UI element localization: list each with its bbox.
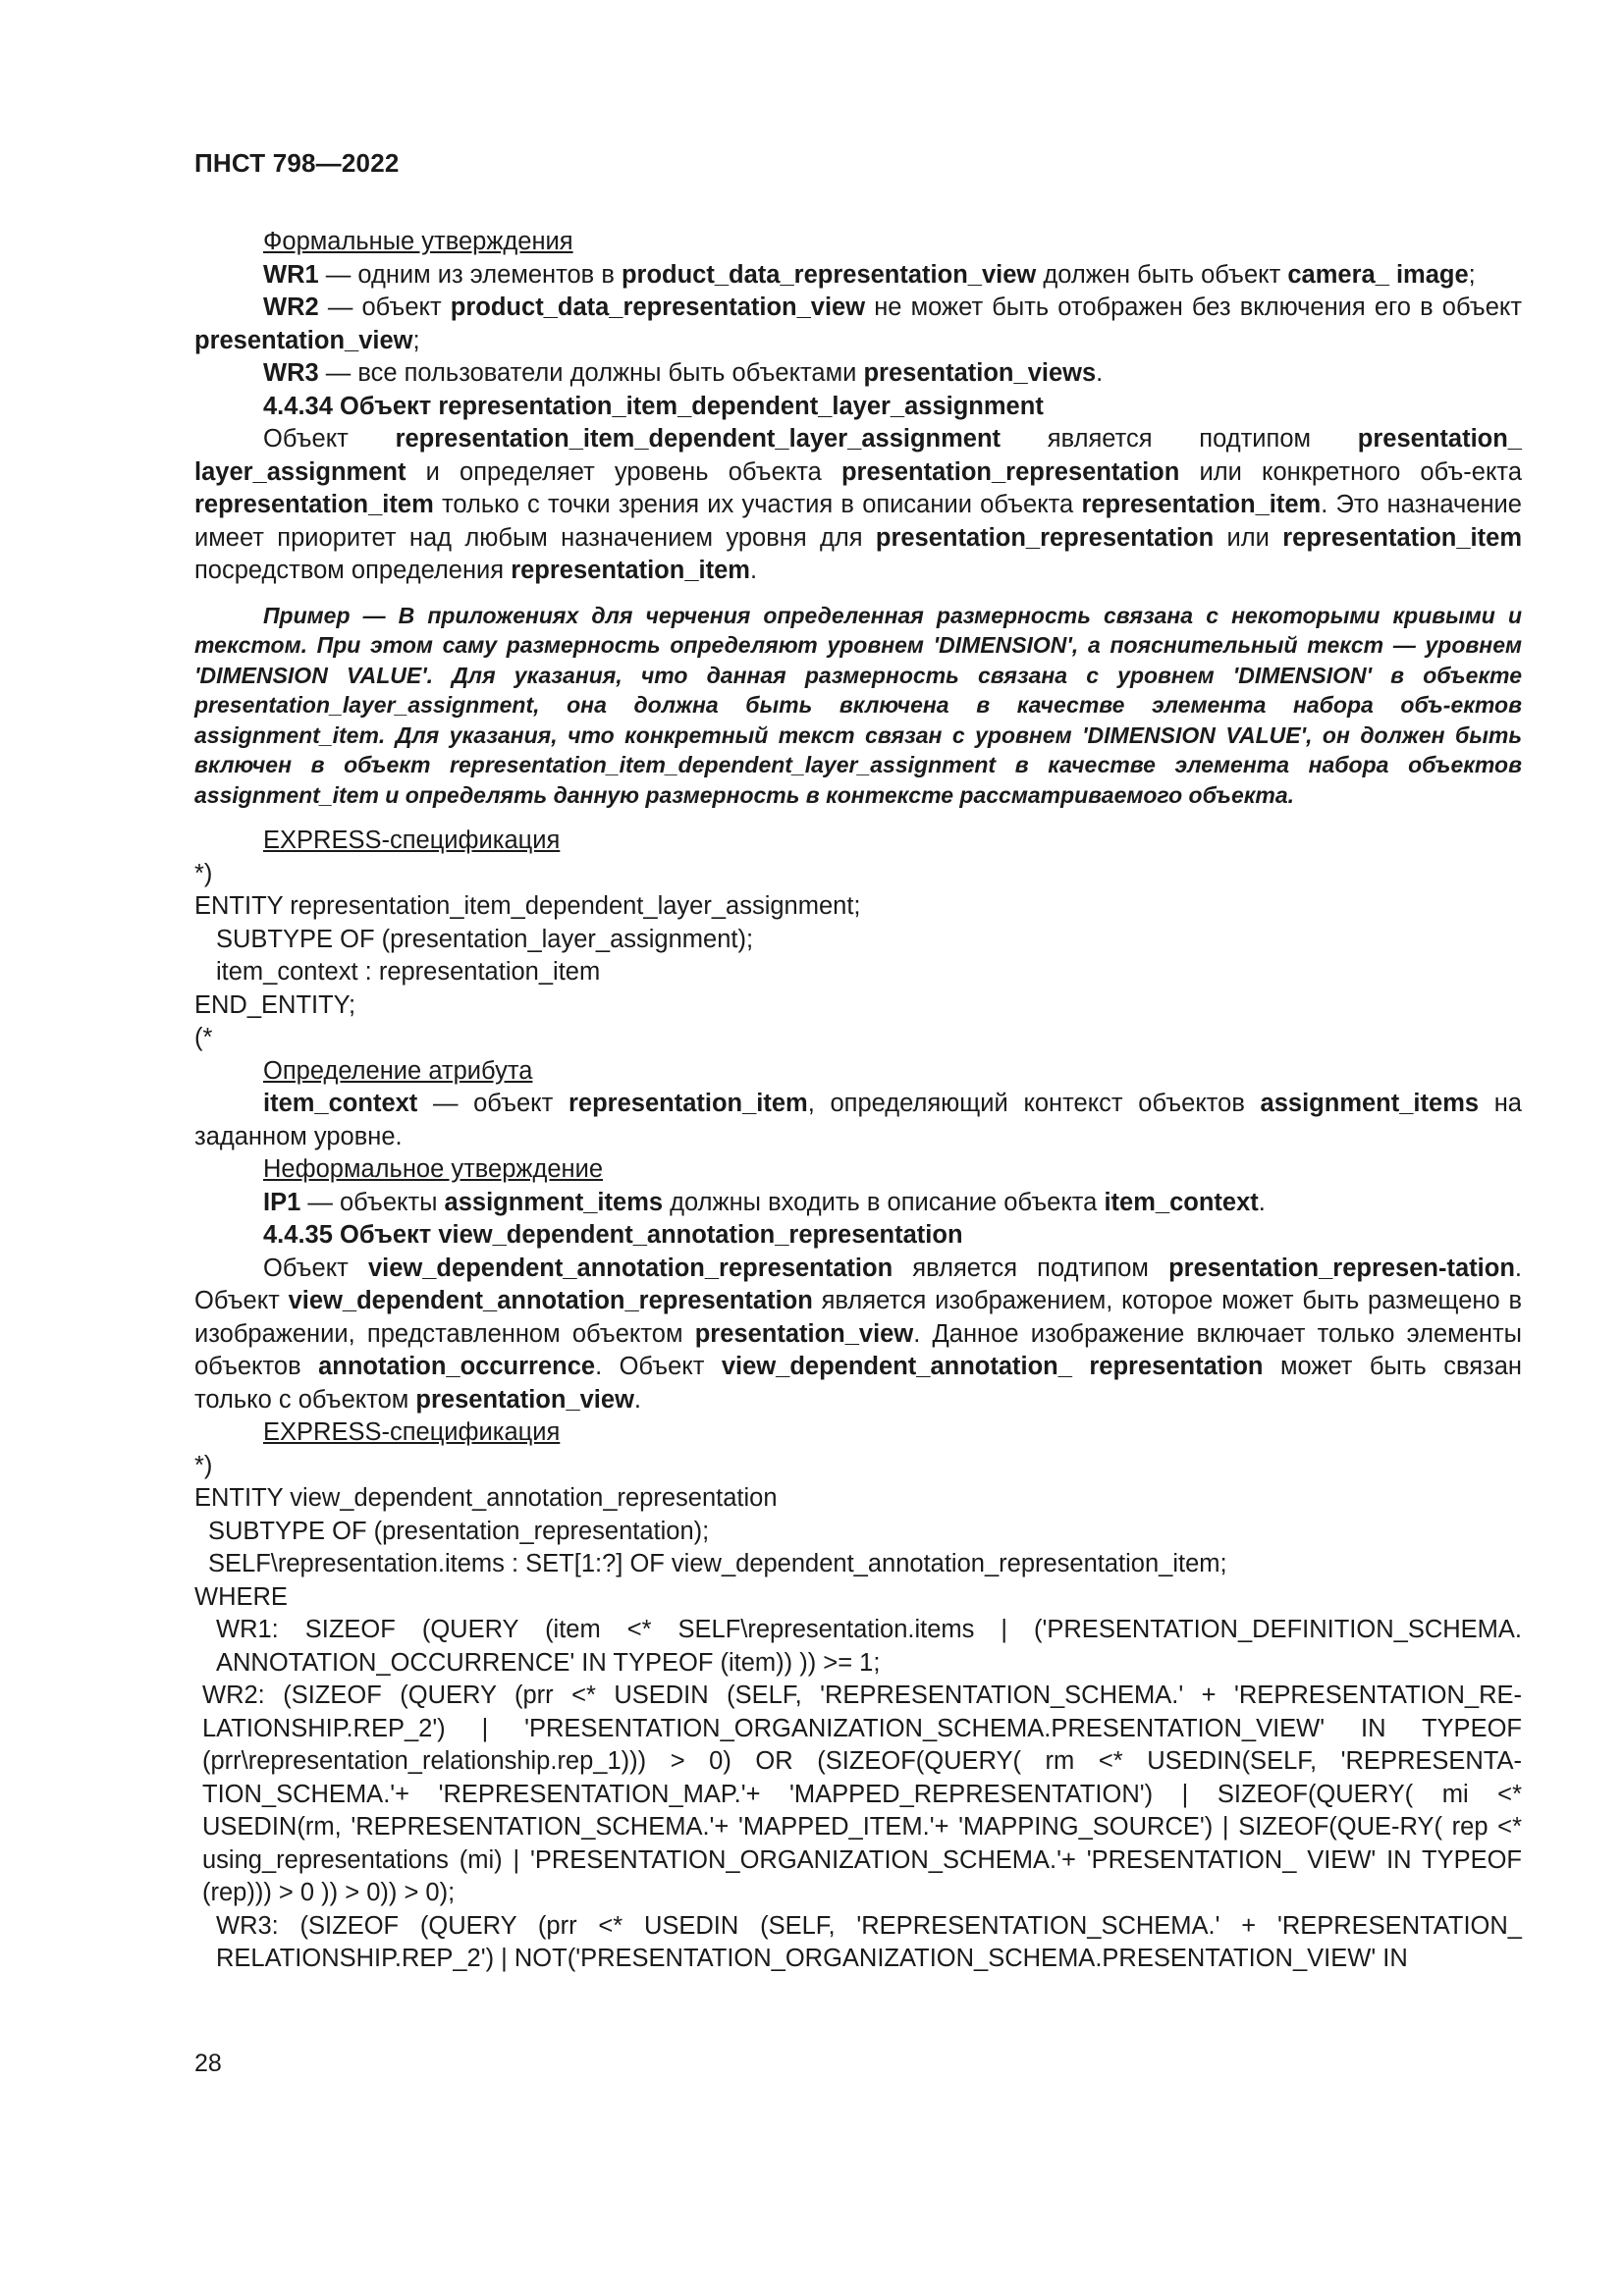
code-rule-wr1: WR1: SIZEOF (QUERY (item <* SELF\representation.items | ('PRESENTATION_DEFINITION_SCHEMA. ANNOTATION_OCCURRENCE' IN TYPEOF (item)) )) >= 1; (216, 1616, 1522, 1677)
code-line: SUBTYPE OF (presentation_layer_assignment); (216, 925, 754, 953)
rule-wr3: WR3 — все пользователи должны быть объектами presentation_views. (263, 359, 1104, 387)
page-content (194, 226, 1522, 1976)
page-number: 28 (194, 2050, 222, 2077)
code-rule-wr2: WR2: (SIZEOF (QUERY (prr <* USEDIN (SELF, 'REPRESENTATION_SCHEMA.' + 'REPRESENTATION_RE-LATIONSHIP.REP_2') | 'PRESENTATION_ORGANIZATION_SCHEMA.PRESENTATION_VIEW' IN TYPEOF (prr\representation_relationship.rep_1))) > 0) OR (SIZEOF(QUERY( rm <* USEDIN(SELF, 'REPRESENTA-TION_SCHEMA.'+ 'REPRESENTATION_MAP.'+ 'MAPPED_REPRESENTATION') | SIZEOF(QUERY( mi <* USEDIN(rm, 'REPRESENTATION_SCHEMA.'+ 'MAPPED_ITEM.'+ 'MAPPING_SOURCE') | SIZEOF(QUE-RY( rep <* using_representations (mi) | 'PRESENTATION_ORGANIZATION_SCHEMA.'+ 'PRESENTATION_ VIEW' IN TYPEOF (rep))) > 0 )) > 0)) > 0); (202, 1682, 1522, 1906)
rule-ip1: IP1 — объекты assignment_items должны входить в описание объекта item_context. (263, 1188, 1266, 1216)
code-line: END_ENTITY; (194, 990, 356, 1019)
code-line: (* (194, 1024, 213, 1051)
section-4-4-34-paragraph: Объект representation_item_dependent_layer_assignment является подтипом presentation_ layer_assignment и определяет уровень объекта presentation_representation или конкретного объ-екта representation_item только с точки зрения их участия в описании объекта representation_item. Это назначение имеет приоритет над любым назначением уровня для presentation_representation или representation_item посредством определения representation_item. (194, 425, 1523, 584)
code-line: WHERE (194, 1582, 288, 1611)
rule-wr2: WR2 — объект product_data_representation_view не может быть отображен без включения его в объект presentation_view; (194, 294, 1522, 354)
code-line: *) (194, 1451, 213, 1479)
code-line: SELF\representation.items : SET[1:?] OF view_dependent_annotation_representation_item; (208, 1550, 1227, 1577)
attribute-definition-title: Определение атрибута (263, 1056, 533, 1085)
express-spec-title: EXPRESS-спецификация (263, 1418, 561, 1446)
express-spec-title: EXPRESS-спецификация (263, 827, 561, 854)
code-rule-wr3: WR3: (SIZEOF (QUERY (prr <* USEDIN (SELF, 'REPRESENTATION_SCHEMA.' + 'REPRESENTATION_ RELATIONSHIP.REP_2') | NOT('PRESENTATION_ORGANIZATION_SCHEMA.PRESENTATION_VIEW' IN (216, 1911, 1522, 1972)
section-4-4-35-heading: 4.4.35 Объект view_dependent_annotation_representation (263, 1221, 963, 1249)
rule-wr1: WR1 — одним из элементов в product_data_representation_view должен быть объект camera_ image; (263, 260, 1476, 289)
example-note: Пример — В приложениях для черчения определенная размерность связана с некоторыми кривыми и текстом. При этом саму размерность определяют уровнем 'DIMENSION', а пояснительный текст — уровнем 'DIMENSION VALUE'. Для указания, что данная размерность связана с уровнем 'DIMENSION' в объекте presentation_layer_assignment, она должна быть включена в качестве элемента набора объ-ектов assignment_item. Для указания, что конкретный текст связан с уровнем 'DIMENSION VALUE', он должен быть включен в объект representation_item_dependent_layer_assignment в качестве элемента набора объектов assignment_item и определять данную размерность в контексте рассматриваемого объекта. (194, 602, 1522, 808)
code-line: ENTITY representation_item_dependent_layer_assignment; (194, 892, 861, 920)
code-line: *) (194, 859, 213, 887)
attribute-item-context: item_context — объект representation_item, определяющий контекст объектов assignment_items на заданном уровне. (194, 1090, 1522, 1150)
document-header: ПНСТ 798—2022 (194, 148, 400, 178)
code-line: ENTITY view_dependent_annotation_representation (194, 1484, 778, 1512)
section-4-4-35-paragraph: Объект view_dependent_annotation_representation является подтипом presentation_represen-tation. Объект view_dependent_annotation_representation является изображением, которое может быть размещено в изображении, представленном объектом presentation_view. Данное изображение включает только элементы объектов annotation_occurrence. Объект view_dependent_annotation_ representation может быть связан только с объектом presentation_view. (194, 1254, 1523, 1414)
code-line: SUBTYPE OF (presentation_representation); (208, 1517, 710, 1545)
code-line: item_context : representation_item (216, 958, 601, 986)
informal-statement-title: Неформальное утверждение (263, 1155, 604, 1183)
formal-statements-title: Формальные утверждения (263, 228, 573, 255)
section-4-4-34-heading: 4.4.34 Объект representation_item_dependent_layer_assignment (263, 392, 1044, 420)
